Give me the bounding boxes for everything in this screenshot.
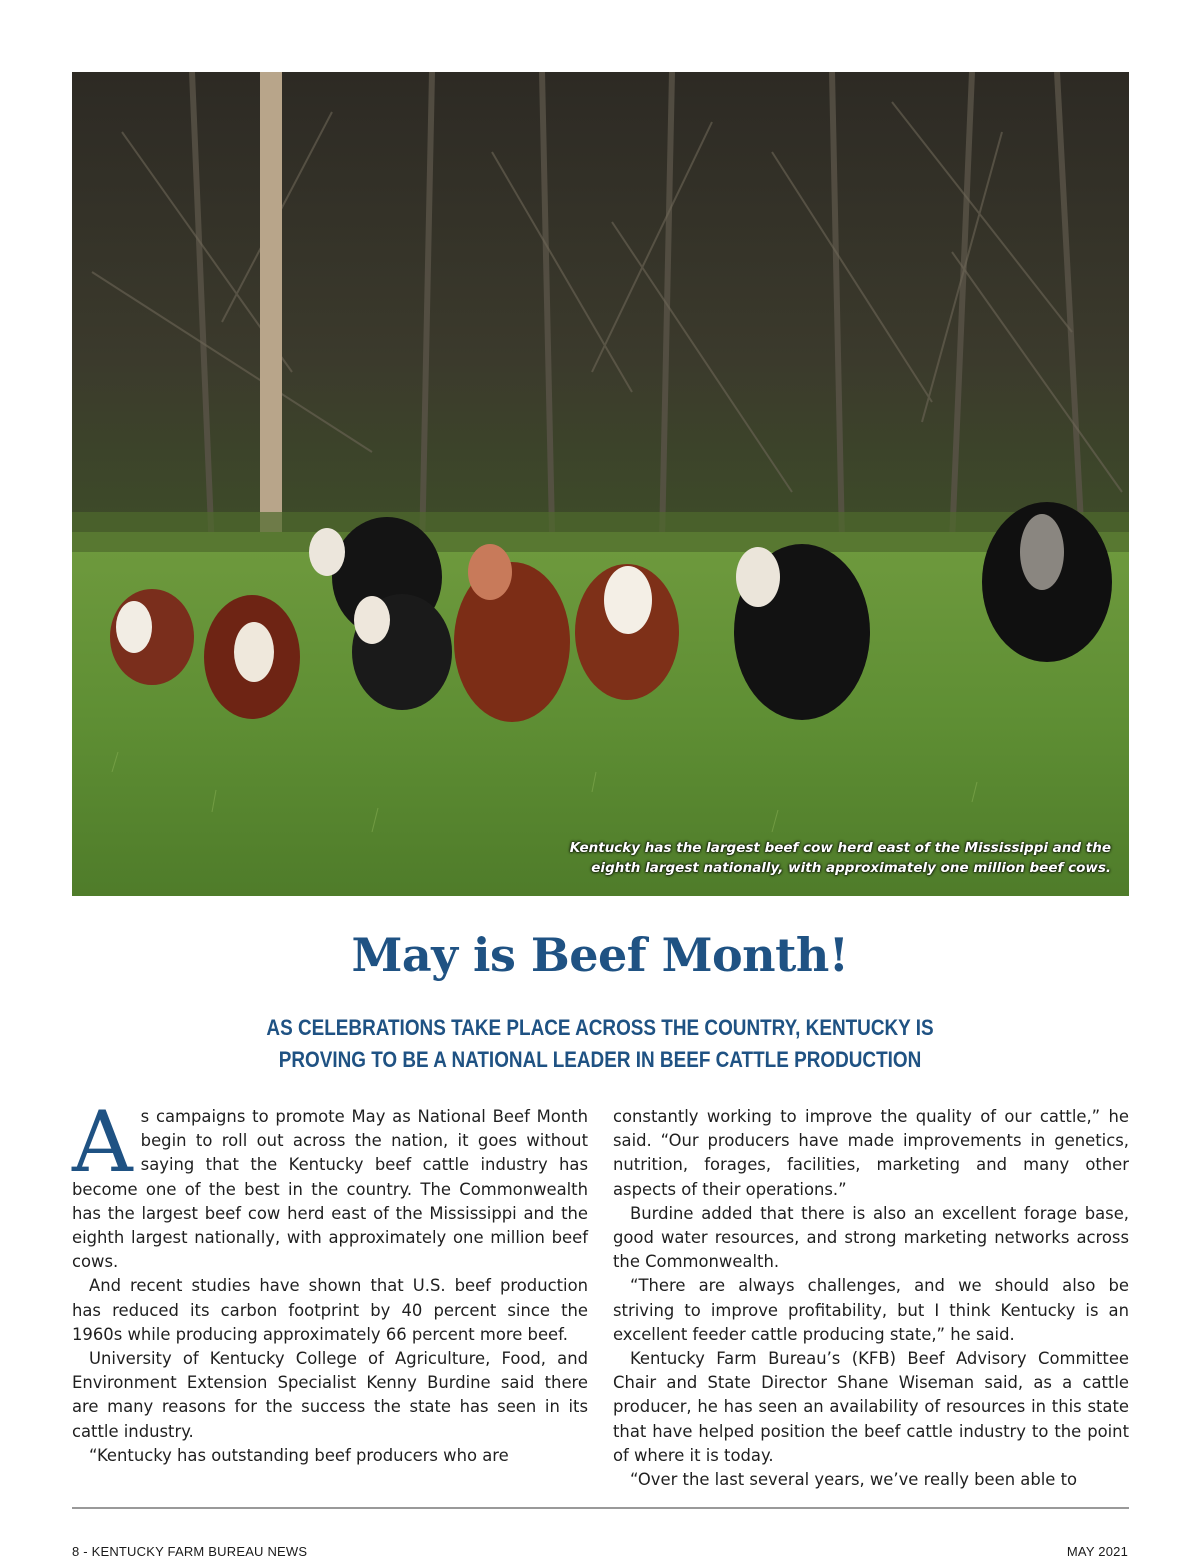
cattle-photo-illustration (72, 72, 1129, 896)
footer-publication: 8 - KENTUCKY FARM BUREAU NEWS (72, 1544, 308, 1559)
article-column-left (72, 1093, 588, 1468)
paragraph-3: University of Kentucky College of Agriculture, Food, and Environment Extension Specialist Kenny Burdine said there are many reasons for the success the state has seen in its cattle industry. (72, 1349, 588, 1441)
subtitle-line-2: PROVING TO BE A NATIONAL LEADER IN BEEF CATTLE PRODUCTION (278, 1047, 922, 1072)
footer-rule (72, 1507, 1129, 1509)
caption-line-2: eighth largest nationally, with approximately one million beef cows. (591, 860, 1111, 876)
paragraph-9: “Over the last several years, we’ve really been able to (630, 1470, 1078, 1490)
caption-line-1: Kentucky has the largest beef cow herd east of the Mississippi and the (569, 840, 1111, 856)
paragraph-8: Kentucky Farm Bureau’s (KFB) Beef Advisory Committee Chair and State Director Shane Wiseman said, as a cattle producer, he has seen an availability of resources in this state that have helped position the beef cattle industry to the point of where it is today. (613, 1349, 1129, 1465)
cow-4 (352, 594, 452, 710)
paragraph-4: “Kentucky has outstanding beef producers who are (89, 1445, 509, 1465)
subtitle-line-1: AS CELEBRATIONS TAKE PLACE ACROSS THE COUNTRY, KENTUCKY IS (266, 1015, 934, 1040)
cow-6 (575, 564, 679, 700)
cow-7 (734, 544, 870, 720)
paragraph-7: “There are always challenges, and we should also be striving to improve profitability, but I think Kentucky is an excellent feeder cattle producing state,” he said. (613, 1276, 1129, 1344)
paragraph-5: constantly working to improve the quality of our cattle,” he said. “Our producers have made improvements in genetics, nutrition, forages, facilities, marketing and many other aspects of their operations.” (613, 1107, 1129, 1199)
article-subtitle (256, 1012, 944, 1076)
cattle-photo (72, 72, 1129, 896)
paragraph-2: And recent studies have shown that U.S. beef production has reduced its carbon footprint by 40 percent since the 1960s while producing approximately 66 percent more beef. (72, 1276, 588, 1344)
drop-cap: A (72, 1093, 133, 1191)
footer-date: MAY 2021 (1066, 1544, 1128, 1559)
cow-8 (982, 502, 1112, 662)
cow-2 (204, 595, 300, 719)
photo-caption (491, 838, 1111, 878)
paragraph-1 (72, 1093, 588, 1274)
cow-1 (110, 589, 194, 685)
paragraph-6: Burdine added that there is also an excellent forage base, good water resources, and strong marketing networks across the Commonwealth. (613, 1203, 1129, 1272)
paragraph-1-text: s campaigns to promote May as National Beef Month begin to roll out across the nation, it goes without saying that the Kentucky beef cattle industry has become one of the best in the country. The Commonwealth has the largest beef cow herd east of the Mississippi and the eighth largest nationally, with approximately one million beef cows. (72, 1107, 588, 1272)
article-column-right (613, 1105, 1129, 1492)
article-title: May is Beef Month! (351, 928, 849, 982)
